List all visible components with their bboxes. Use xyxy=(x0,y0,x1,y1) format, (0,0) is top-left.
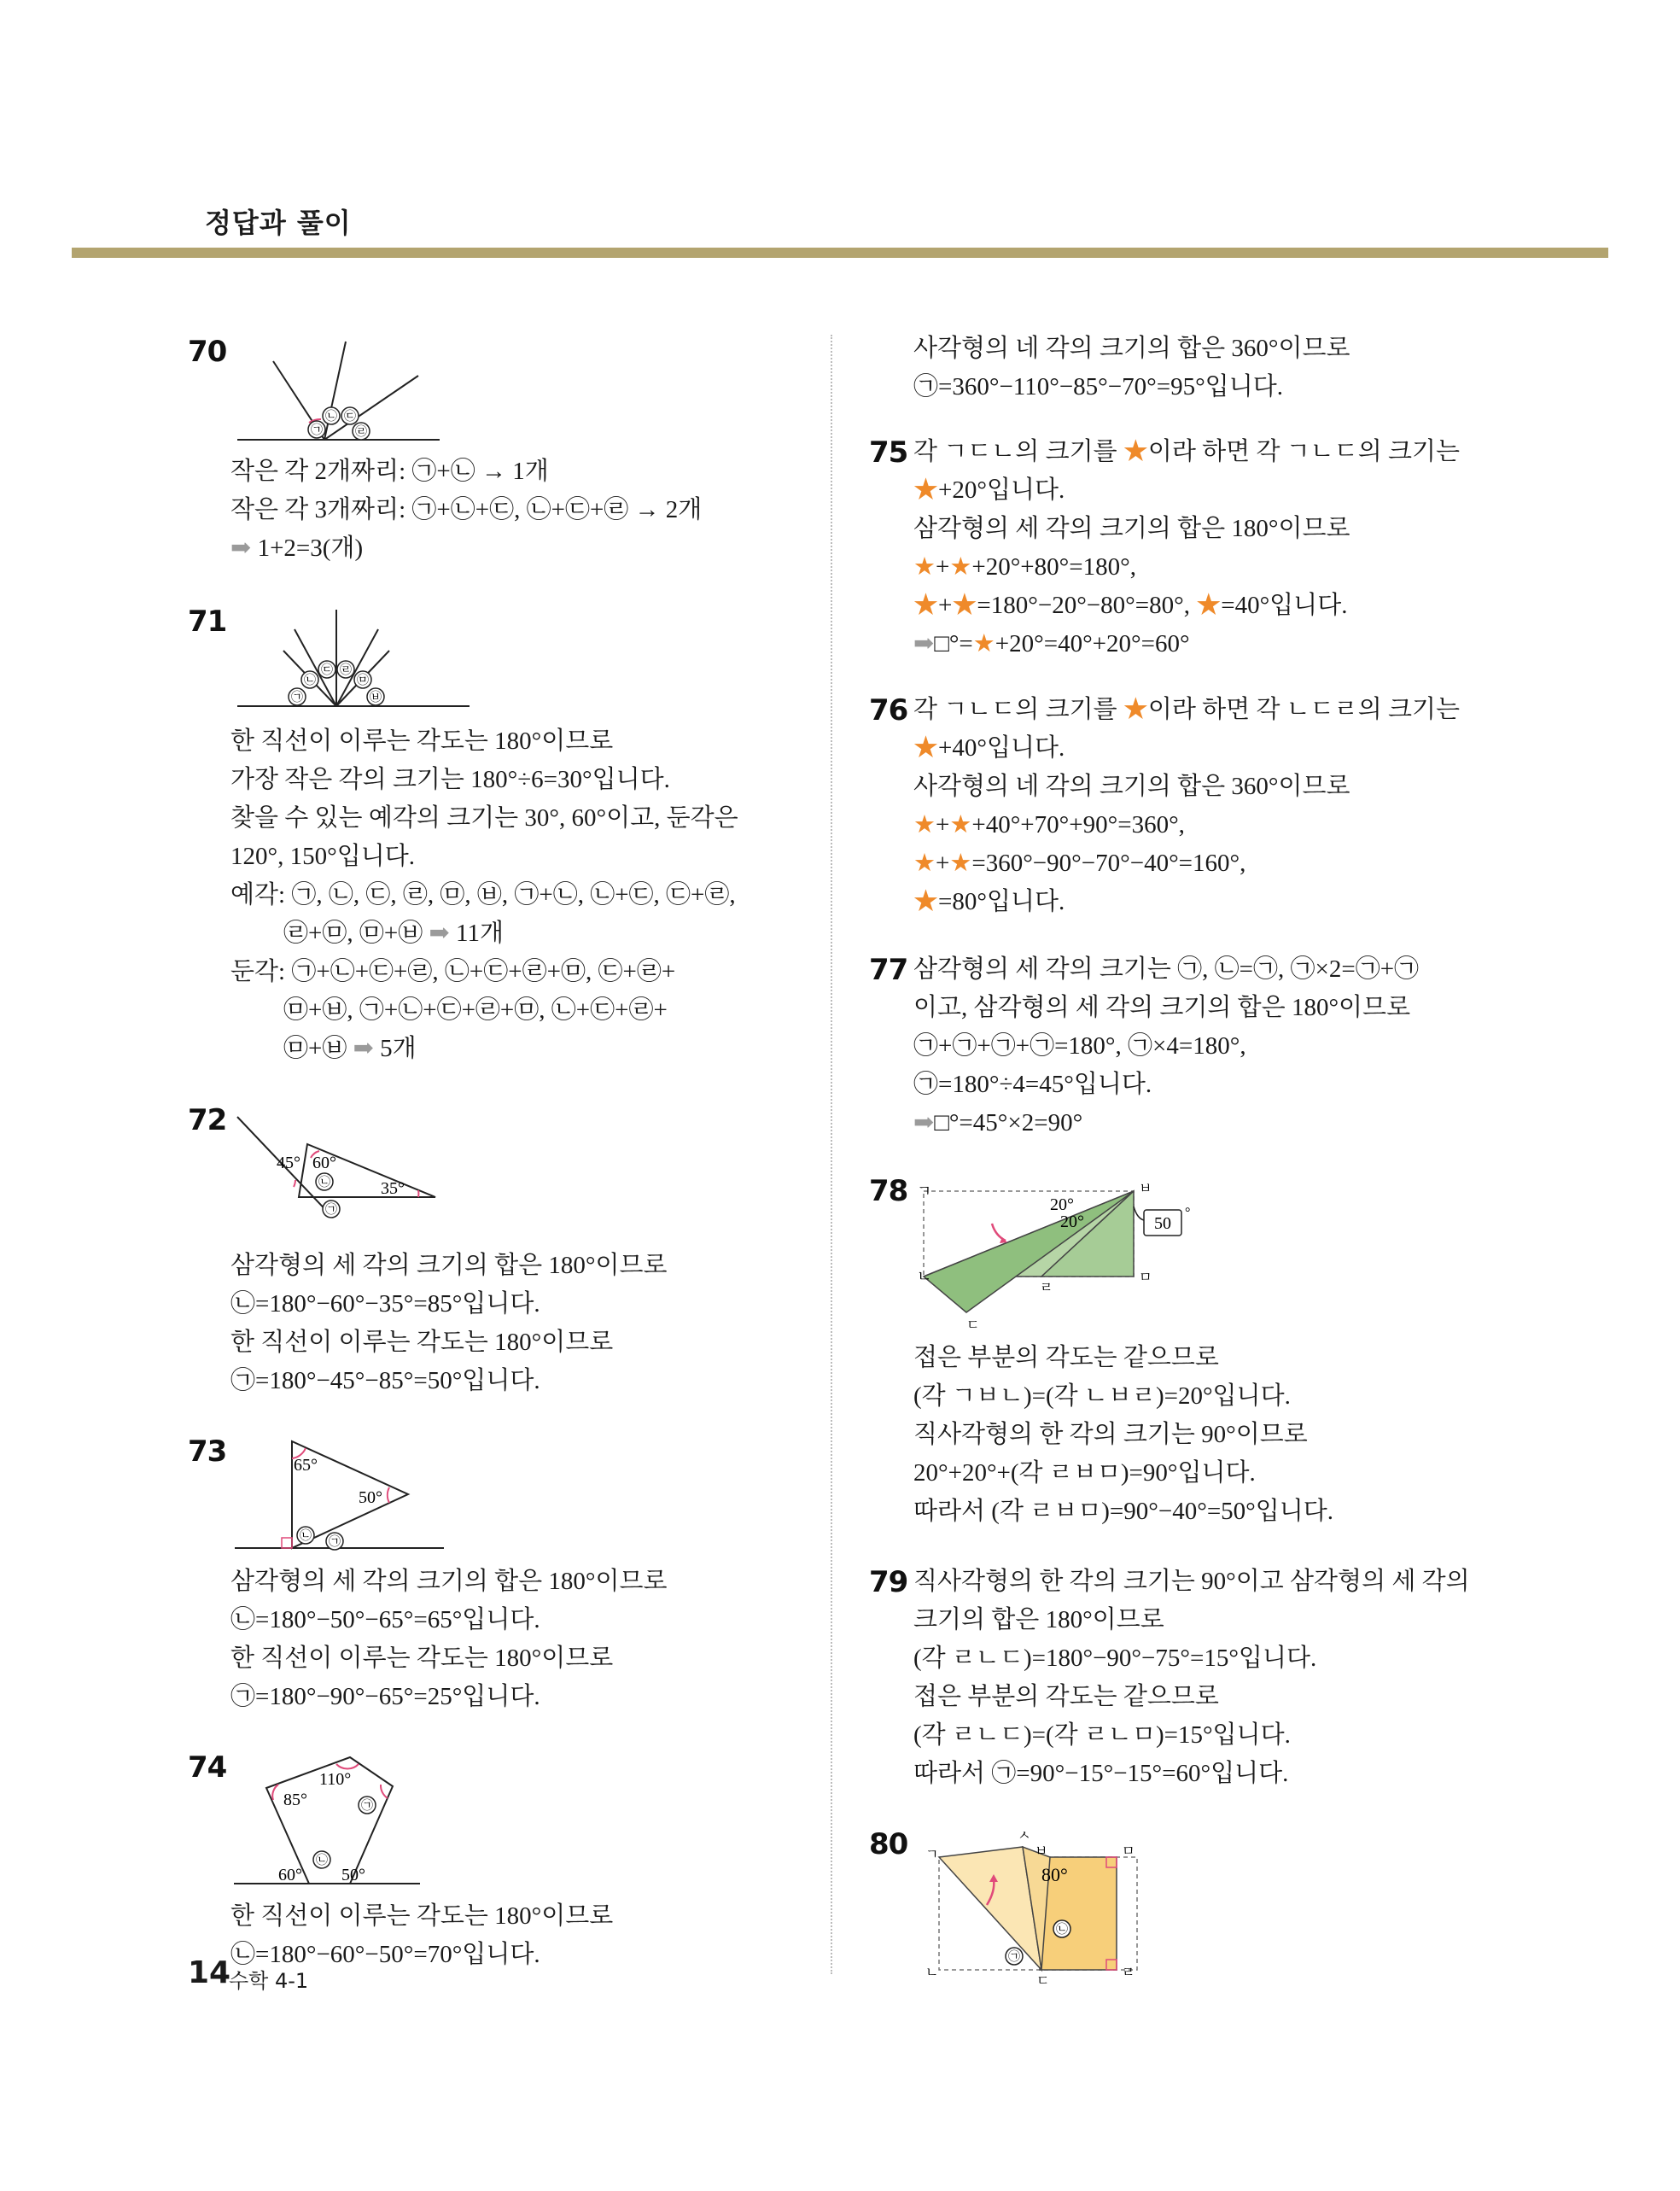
problem-72-figure xyxy=(230,1110,461,1230)
star-icon: ★ xyxy=(949,850,972,877)
angle-20-label-1: 20° xyxy=(1050,1195,1074,1214)
svg-text:㉡: ㉡ xyxy=(304,675,316,687)
vertex-g: ㄱ xyxy=(917,1183,932,1200)
p74-line-3: 사각형의 네 각의 크기의 합은 360°이므로 xyxy=(913,335,1350,362)
page-number: 14 xyxy=(188,1955,231,1990)
star-icon: ★ xyxy=(913,476,939,504)
p78-line-3: 직사각형의 한 각의 크기는 90°이므로 xyxy=(913,1421,1308,1448)
problem-74-number: 74 xyxy=(188,1750,227,1785)
star-icon: ★ xyxy=(913,850,936,877)
column-divider xyxy=(831,335,832,1974)
star-icon: ★ xyxy=(913,592,939,619)
problem-72-number: 72 xyxy=(188,1103,227,1137)
p78-line-4: 20°+20°+(각 ㄹㅂㅁ)=90°입니다. xyxy=(913,1459,1256,1487)
p74-line-2: ㉡=180°−60°−50°=70°입니다. xyxy=(230,1941,540,1968)
p79-line-5: (각 ㄹㄴㄷ)=(각 ㄹㄴㅁ)=15°입니다. xyxy=(913,1721,1291,1749)
problem-77-number: 77 xyxy=(869,953,908,987)
answer-box-value: 50 xyxy=(1154,1214,1171,1233)
p78-line-5: 따라서 (각 ㄹㅂㅁ)=90°−40°=50°입니다. xyxy=(913,1498,1334,1525)
p76-line-1: 각 ㄱㄴㄷ의 크기를 ★이라 하면 각 ㄴㄷㄹ의 크기는 xyxy=(913,696,1461,723)
svg-text:㉠: ㉠ xyxy=(329,1536,341,1549)
label-70-a: ㉠ xyxy=(311,424,323,437)
arrow-icon: ➡ xyxy=(353,1035,374,1062)
answer-box-degree: ° xyxy=(1185,1206,1191,1220)
p76-line-4: ★+★+40°+70°+90°=360°, xyxy=(913,811,1185,838)
arrow-icon: ➡ xyxy=(913,1109,935,1136)
header-divider xyxy=(72,248,1608,258)
p71-line-1: 한 직선이 이루는 각도는 180°이므로 xyxy=(230,727,614,755)
p71-line-5: 예각: ㉠, ㉡, ㉢, ㉣, ㉤, ㉥, ㉠+㉡, ㉡+㉢, ㉢+㉣, xyxy=(230,881,736,909)
problem-78-number: 78 xyxy=(869,1174,908,1208)
svg-text:㉠: ㉠ xyxy=(325,1204,337,1217)
svg-text:㉠: ㉠ xyxy=(291,692,303,704)
label-70-c: ㉢ xyxy=(344,411,356,424)
vertex-b: ㅂ xyxy=(1035,1844,1048,1859)
angle-110-label: 110° xyxy=(319,1770,352,1789)
angle-50-label: 50° xyxy=(359,1488,382,1507)
star-icon: ★ xyxy=(1123,438,1148,465)
p75-line-2: ★+20°입니다. xyxy=(913,476,1065,504)
p70-line-1: 작은 각 2개짜리: ㉠+㉡ → 1개 xyxy=(230,458,549,485)
angle-65-label: 65° xyxy=(294,1456,318,1475)
p78-line-2: (각 ㄱㅂㄴ)=(각 ㄴㅂㄹ)=20°입니다. xyxy=(913,1382,1291,1410)
problem-76-number: 76 xyxy=(869,693,908,727)
p71-line-2: 가장 작은 각의 크기는 180°÷6=30°입니다. xyxy=(230,766,670,793)
star-icon: ★ xyxy=(952,592,977,619)
book-title: 수학 4-1 xyxy=(229,1969,309,1993)
problem-75-number: 75 xyxy=(869,435,908,470)
problem-71-number: 71 xyxy=(188,605,227,639)
label-70-d: ㉣ xyxy=(355,426,367,439)
vertex-n: ㄴ xyxy=(925,1966,939,1980)
problem-80-figure xyxy=(913,1823,1152,1989)
problem-73-figure xyxy=(230,1434,452,1554)
p70-line-3: ➡ 1+2=3(개) xyxy=(230,535,364,562)
vertex-m: ㅁ xyxy=(1122,1844,1135,1859)
vertex-r: ㄹ xyxy=(1122,1966,1135,1980)
vertex-d: ㄷ xyxy=(966,1318,980,1333)
p74-line-1: 한 직선이 이루는 각도는 180°이므로 xyxy=(230,1902,614,1930)
vertex-g: ㄱ xyxy=(925,1848,939,1862)
vertex-n: ㄴ xyxy=(917,1268,932,1285)
star-icon: ★ xyxy=(949,811,972,838)
angle-45-label: 45° xyxy=(277,1154,300,1172)
angle-35-label: 35° xyxy=(381,1179,405,1198)
p75-line-4: ★+★+20°+80°=180°, xyxy=(913,553,1136,581)
p78-line-1: 접은 부분의 각도는 같으므로 xyxy=(913,1344,1219,1371)
problem-79-number: 79 xyxy=(869,1565,908,1599)
star-icon: ★ xyxy=(949,553,972,581)
p77-line-1: 삼각형의 세 각의 크기는 ㉠, ㉡=㉠, ㉠×2=㉠+㉠ xyxy=(913,955,1420,983)
vertex-m: ㅁ xyxy=(1139,1271,1152,1285)
p79-line-3: (각 ㄹㄴㄷ)=180°−90°−75°=15°입니다. xyxy=(913,1645,1317,1672)
p79-line-2: 크기의 합은 180°이므로 xyxy=(913,1606,1164,1633)
p71-line-3: 찾을 수 있는 예각의 크기는 30°, 60°이고, 둔각은 xyxy=(230,804,738,832)
p76-line-3: 사각형의 네 각의 크기의 합은 360°이므로 xyxy=(913,773,1350,800)
p72-line-1: 삼각형의 세 각의 크기의 합은 180°이므로 xyxy=(230,1252,668,1279)
svg-text:㉤: ㉤ xyxy=(357,675,369,687)
p76-line-6: ★=80°입니다. xyxy=(913,888,1065,915)
star-icon: ★ xyxy=(913,811,936,838)
svg-text:㉡: ㉡ xyxy=(1056,1924,1068,1937)
angle-60-label: 60° xyxy=(312,1154,336,1172)
p75-line-3: 삼각형의 세 각의 크기의 합은 180°이므로 xyxy=(913,515,1350,542)
star-icon: ★ xyxy=(913,553,936,581)
star-icon: ★ xyxy=(1123,696,1148,723)
p71-line-4: 120°, 150°입니다. xyxy=(230,843,415,870)
star-icon: ★ xyxy=(972,630,995,657)
angle-60-label: 60° xyxy=(278,1866,302,1884)
vertex-b: ㅂ xyxy=(1139,1182,1152,1196)
p71-line-9: ㉤+㉥ ➡ 5개 xyxy=(283,1035,417,1062)
angle-50-label: 50° xyxy=(341,1866,365,1884)
svg-text:㉡: ㉡ xyxy=(318,1177,330,1189)
angle-20-label-2: 20° xyxy=(1060,1212,1084,1231)
star-icon: ★ xyxy=(1196,592,1222,619)
vertex-s: ㅅ xyxy=(1018,1829,1031,1843)
problem-70-figure xyxy=(230,337,452,448)
p72-line-4: ㉠=180°−45°−85°=50°입니다. xyxy=(230,1367,540,1394)
angle-85-label: 85° xyxy=(283,1791,307,1809)
p77-line-4: ㉠=180°÷4=45°입니다. xyxy=(913,1071,1152,1098)
angle-80-label: 80° xyxy=(1041,1864,1068,1885)
p79-line-6: 따라서 ㉠=90°−15°−15°=60°입니다. xyxy=(913,1760,1289,1787)
svg-text:㉢: ㉢ xyxy=(321,664,333,677)
p73-line-2: ㉡=180°−50°−65°=65°입니다. xyxy=(230,1606,540,1633)
svg-text:㉡: ㉡ xyxy=(316,1855,328,1867)
vertex-r: ㄹ xyxy=(1040,1281,1053,1295)
p72-line-3: 한 직선이 이루는 각도는 180°이므로 xyxy=(230,1329,614,1356)
p76-line-2: ★+40°입니다. xyxy=(913,734,1065,762)
p73-line-1: 삼각형의 세 각의 크기의 합은 180°이므로 xyxy=(230,1568,668,1595)
problem-70-number: 70 xyxy=(188,335,227,369)
problem-73-number: 73 xyxy=(188,1434,227,1469)
svg-text:㉥: ㉥ xyxy=(370,692,382,704)
p73-line-4: ㉠=180°−90°−65°=25°입니다. xyxy=(230,1683,540,1710)
p73-line-3: 한 직선이 이루는 각도는 180°이므로 xyxy=(230,1645,614,1672)
p77-line-3: ㉠+㉠+㉠+㉠=180°, ㉠×4=180°, xyxy=(913,1032,1246,1060)
p75-line-6: ➡□°=★+20°=40°+20°=60° xyxy=(913,630,1190,657)
label-70-b: ㉡ xyxy=(325,411,337,424)
arrow-icon: ➡ xyxy=(913,630,935,657)
problem-78-figure xyxy=(913,1174,1212,1333)
p75-line-1: 각 ㄱㄷㄴ의 크기를 ★이라 하면 각 ㄱㄴㄷ의 크기는 xyxy=(913,438,1461,465)
problem-74-figure xyxy=(230,1750,427,1891)
vertex-d: ㄷ xyxy=(1036,1974,1050,1989)
p77-line-2: 이고, 삼각형의 세 각의 크기의 합은 180°이므로 xyxy=(913,994,1411,1021)
p79-line-1: 직사각형의 한 각의 크기는 90°이고 삼각형의 세 각의 xyxy=(913,1568,1470,1595)
arrow-icon: ➡ xyxy=(230,535,252,562)
p70-line-2: 작은 각 3개짜리: ㉠+㉡+㉢, ㉡+㉢+㉣ → 2개 xyxy=(230,496,703,523)
p74-line-4: ㉠=360°−110°−85°−70°=95°입니다. xyxy=(913,373,1283,400)
star-icon: ★ xyxy=(913,734,939,762)
arrow-icon: ➡ xyxy=(429,920,450,947)
problem-80-number: 80 xyxy=(869,1827,908,1861)
svg-text:㉡: ㉡ xyxy=(300,1530,312,1543)
page-header-title: 정답과 풀이 xyxy=(205,207,352,239)
problem-71-figure xyxy=(230,608,487,715)
p77-line-5: ➡□°=45°×2=90° xyxy=(913,1109,1083,1136)
p72-line-2: ㉡=180°−60°−35°=85°입니다. xyxy=(230,1290,540,1318)
p71-line-7: 둔각: ㉠+㉡+㉢+㉣, ㉡+㉢+㉣+㉤, ㉢+㉣+ xyxy=(230,958,676,985)
p75-line-5: ★+★=180°−20°−80°=80°, ★=40°입니다. xyxy=(913,592,1348,619)
p71-line-6: ㉣+㉤, ㉤+㉥ ➡ 11개 xyxy=(283,920,504,947)
svg-text:㉣: ㉣ xyxy=(340,664,352,677)
star-icon: ★ xyxy=(913,888,939,915)
svg-text:㉠: ㉠ xyxy=(1008,1951,1020,1964)
p79-line-4: 접은 부분의 각도는 같으므로 xyxy=(913,1683,1219,1710)
p76-line-5: ★+★=360°−90°−70°−40°=160°, xyxy=(913,850,1246,877)
p71-line-8: ㉤+㉥, ㉠+㉡+㉢+㉣+㉤, ㉡+㉢+㉣+ xyxy=(283,996,668,1024)
svg-text:㉠: ㉠ xyxy=(361,1800,373,1813)
